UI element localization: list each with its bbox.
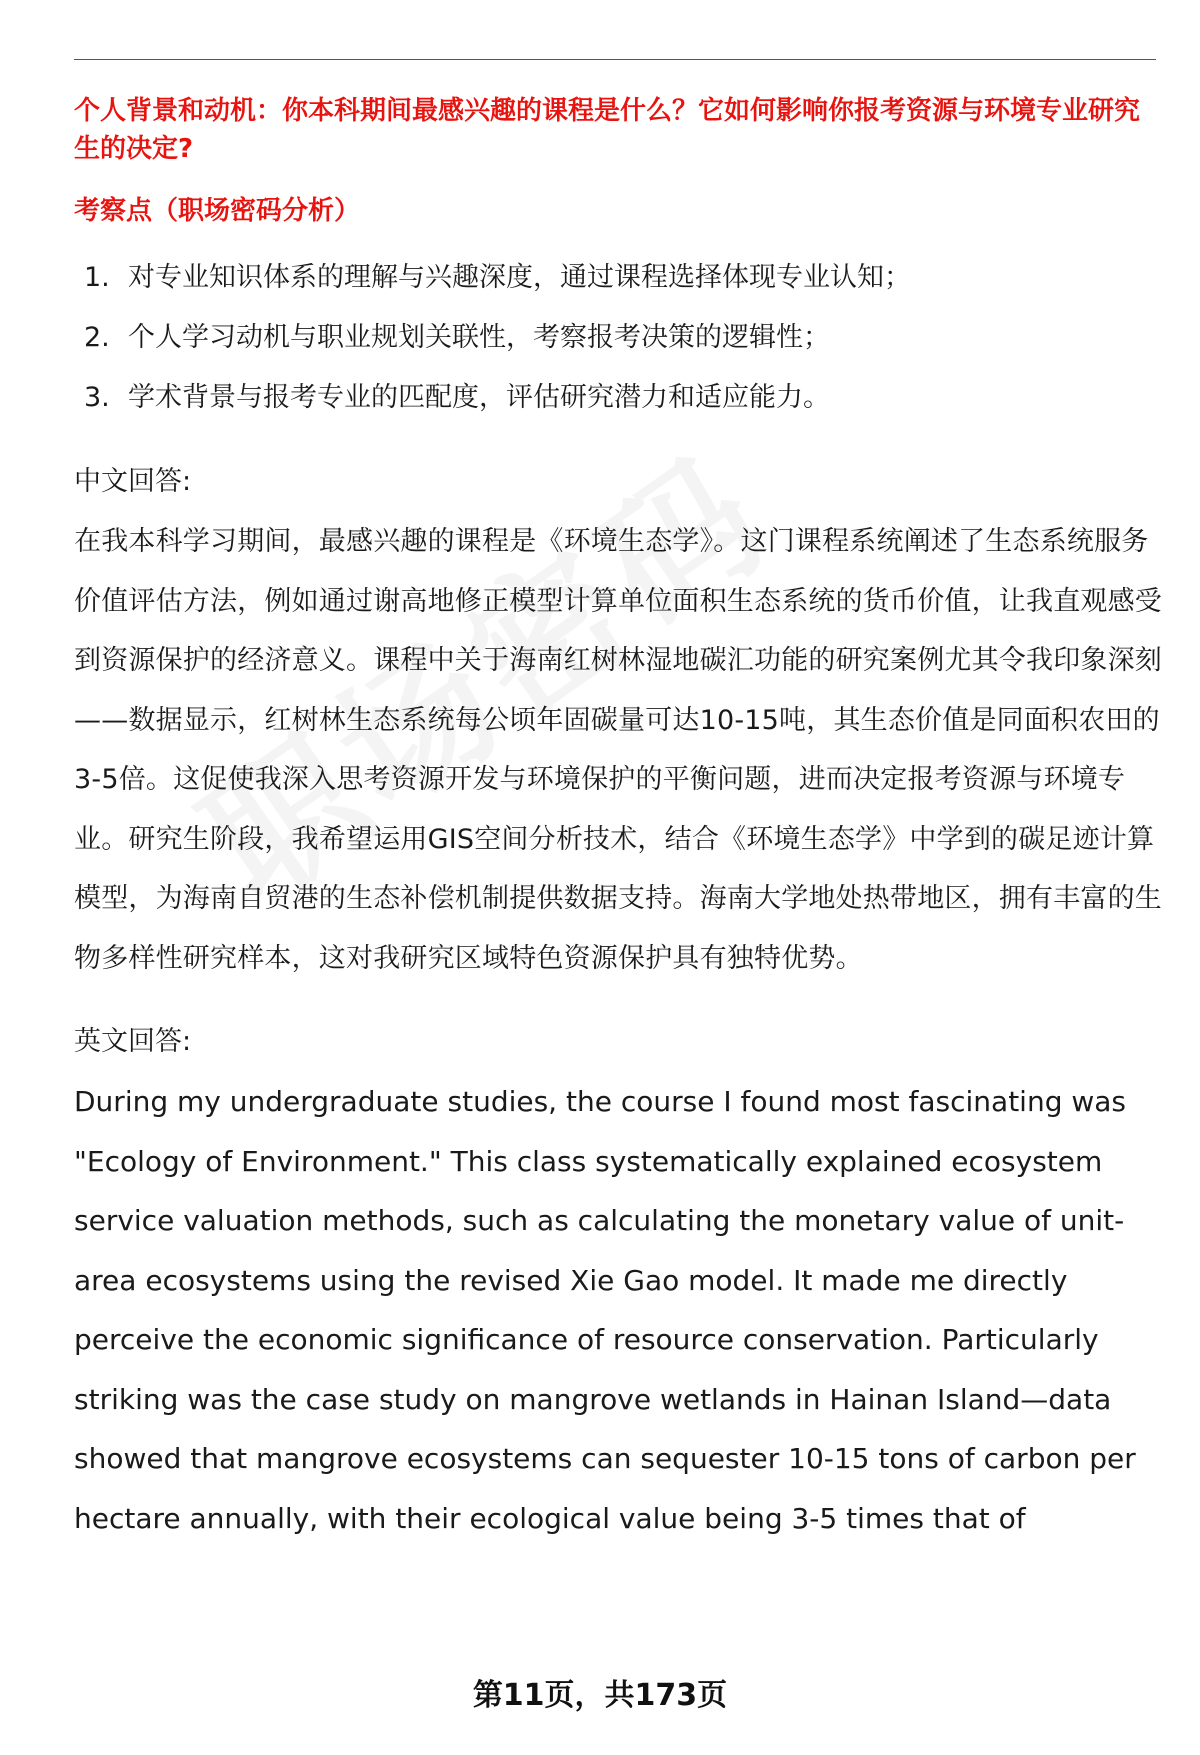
list-text: 个人学习动机与职业规划关联性，考察报考决策的逻辑性； [128, 322, 830, 353]
list-text: 对专业知识体系的理解与兴趣深度，通过课程选择体现专业认知； [128, 262, 911, 293]
english-answer-text: During my undergraduate studies, the course I found most fascinating was "Ecology of Environment." This class systematically explained ecosystem service valuation methods, such as calculating the monetary value of unit-area ecosystems using the revised Xie Gao model. It made me directly perceive the economic significance of resource conservation. Particularly striking was the case study on mangrove wetlands in Hainan Island—data showed that mangrove ecosystems can sequester 10-15 tons of carbon per hectare annually, with their ecological value being 3-5 times that of [74, 1085, 1136, 1535]
page-content [74, 92, 1164, 1548]
page-number: 第11页，共173页 [472, 1678, 728, 1713]
list-item [74, 248, 1164, 308]
list-number: 3. [84, 382, 110, 413]
chinese-answer-label: 中文回答: [74, 466, 192, 497]
assessment-points [74, 248, 1164, 428]
chinese-answer-text: 在我本科学习期间，最感兴趣的课程是《环境生态学》。这门课程系统阐述了生态系统服务价值评估方法，例如通过谢高地修正模型计算单位面积生态系统的货币价值，让我直观感受到资源保护的经济意义。课程中关于海南红树林湿地碳汇功能的研究案例尤其令我印象深刻——数据显示，红树林生态系统每公顷年固碳量可达10-15吨，其生态价值是同面积农田的3-5倍。这促使我深入思考资源开发与环境保护的平衡问题，进而决定报考资源与环境专业。研究生阶段，我希望运用GIS空间分析技术，结合《环境生态学》中学到的碳足迹计算模型，为海南自贸港的生态补偿机制提供数据支持。海南大学地处热带地区，拥有丰富的生物多样性研究样本，这对我研究区域特色资源保护具有独特优势。 [74, 526, 1162, 974]
list-item [74, 368, 1164, 428]
list-number: 1. [84, 262, 110, 293]
english-answer-label: 英文回答: [74, 1026, 192, 1057]
question-heading: 个人背景和动机：你本科期间最感兴趣的课程是什么？它如何影响你报考资源与环境专业研究生的决定? [74, 96, 1141, 164]
list-text: 学术背景与报考专业的匹配度，评估研究潜力和适应能力。 [128, 382, 830, 413]
list-item [74, 308, 1164, 368]
list-number: 2. [84, 322, 110, 353]
assessment-title: 考察点（职场密码分析） [74, 196, 361, 226]
header-divider [74, 59, 1156, 60]
